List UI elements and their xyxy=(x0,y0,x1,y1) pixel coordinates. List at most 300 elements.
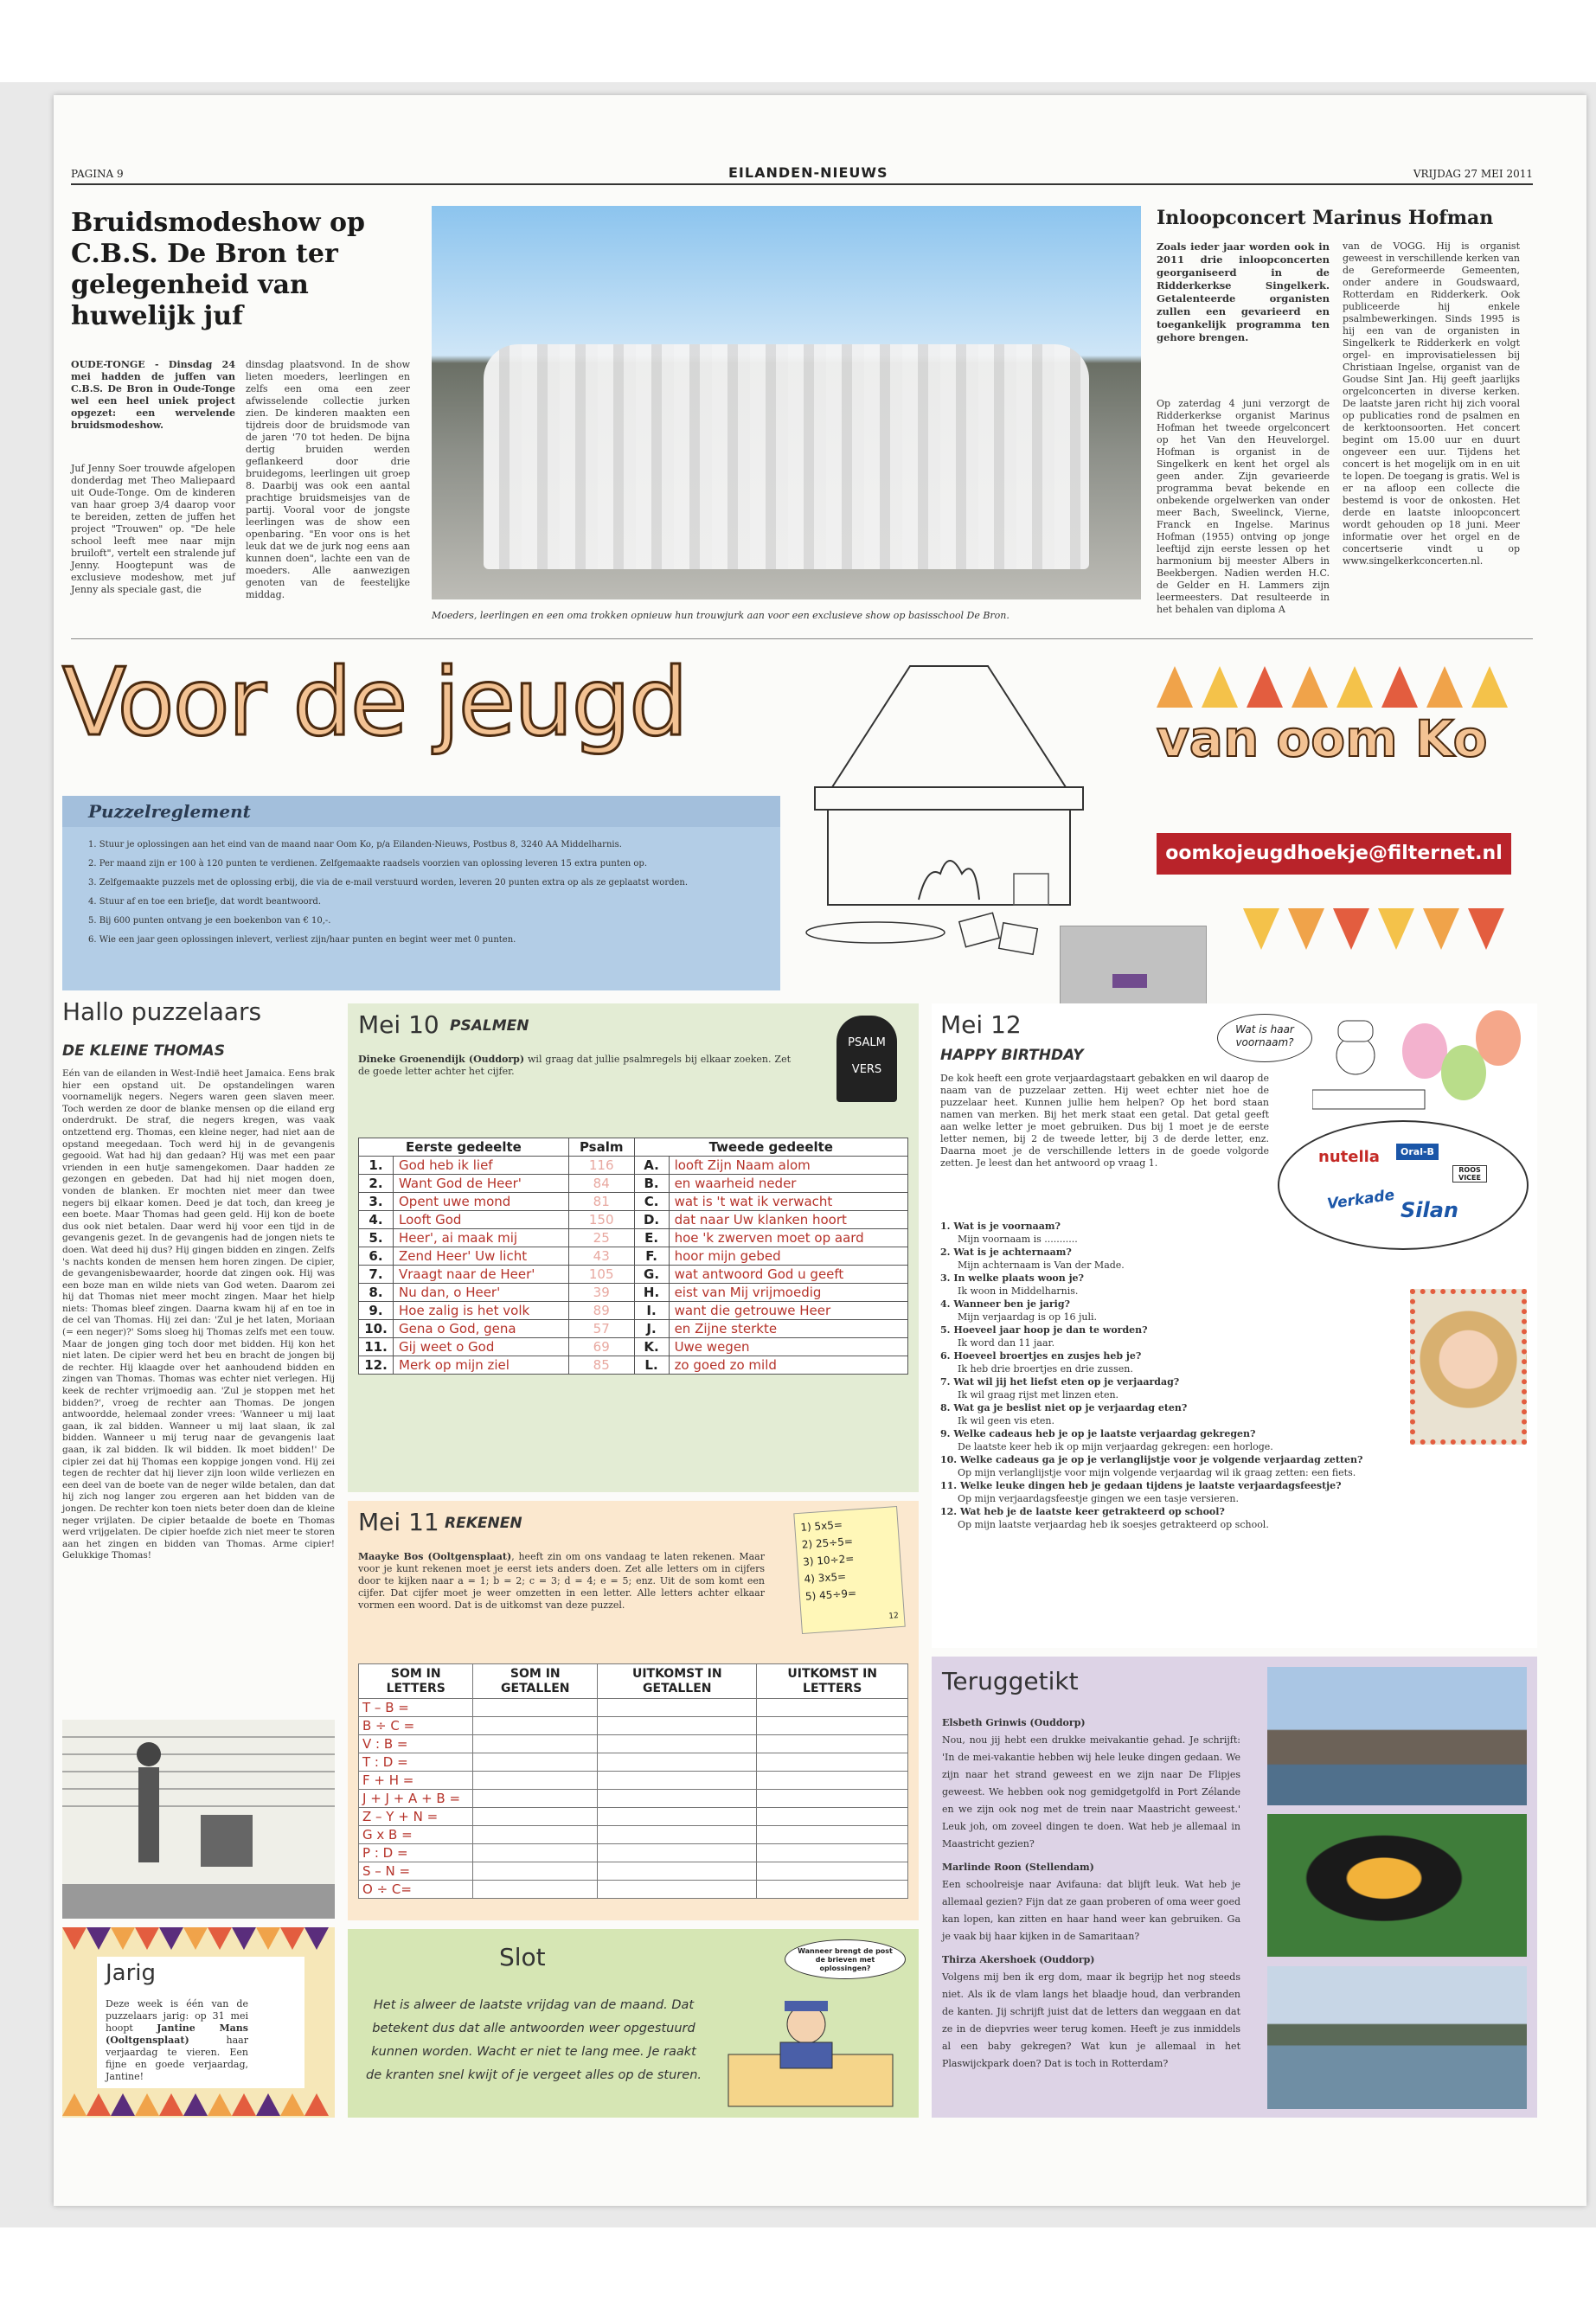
psalm-row-letter: B. xyxy=(634,1175,669,1193)
reken-answer-cell[interactable] xyxy=(757,1772,908,1790)
article-body-col1: Juf Jenny Soer trouwde afgelopen donderdag met Theo Maliepaard uit Oude-Tonge. Om de kinderen van haar groep 3/4 daarop voor te bereiden, zetten de juffen het project "Trouwen" op. "De hele school leeft mee naar mijn bruiloft", vertelt een stralende juf Jenny. Hoogtepunt was de exclusieve modeshow, met juf Jenny als speciale gast, die xyxy=(71,463,235,595)
jarig-bunting xyxy=(62,2093,335,2118)
concert-lead: Zoals ieder jaar worden ook in 2011 drie inloopconcerten georganiseerd in de Ridderkerkse Singelkerk. Getalenteerde organisten zullen een gevarieerd en toegankelijk programma ten gehore brengen. xyxy=(1157,240,1330,343)
scan-background xyxy=(0,82,1596,2227)
reken-rows xyxy=(359,1699,908,1899)
psalm-second-part: want die getrouwe Heer xyxy=(669,1302,907,1320)
jarig-title: Jarig xyxy=(106,1960,157,1986)
psalm-table xyxy=(358,1138,908,1375)
psalm-first-part: Looft God xyxy=(394,1211,569,1229)
psalm-second-part: zo goed zo mild xyxy=(669,1356,907,1375)
mei10-intro xyxy=(358,1054,791,1078)
bunting-flag xyxy=(1423,908,1459,950)
psalm-second-part: dat naar Uw klanken hoort xyxy=(669,1211,907,1229)
question-text: 3. In welke plaats woon je? xyxy=(940,1272,1085,1284)
reken-answer-cell[interactable] xyxy=(757,1717,908,1735)
psalm-row xyxy=(359,1229,908,1247)
rule-item: 4. Stuur af en toe een briefje, dat wordt beantwoord. xyxy=(88,897,321,907)
reken-answer-cell[interactable] xyxy=(757,1844,908,1862)
reken-answer-cell[interactable] xyxy=(757,1826,908,1844)
jarig-name: Jantine Mans (Ooltgensplaat) xyxy=(106,2022,248,2046)
jarig-flag xyxy=(87,2093,111,2116)
hallo-title: Hallo puzzelaars xyxy=(62,997,262,1026)
psalm-row-letter: A. xyxy=(634,1157,669,1175)
brand-nutella: nutella xyxy=(1318,1148,1380,1166)
answer-text: Op mijn laatste verjaardag heb ik soesjes getrakteerd op school. xyxy=(958,1519,1269,1530)
reken-row xyxy=(359,1808,908,1826)
question-text: 12. Wat heb je de laatste keer getrakteerd op school? xyxy=(940,1506,1225,1517)
bunting-flag xyxy=(1243,908,1279,950)
psalm-first-part: Zend Heer' Uw licht xyxy=(394,1247,569,1266)
bunting-flag xyxy=(1292,666,1328,708)
jarig-flag xyxy=(183,2093,208,2116)
psalm-number: 39 xyxy=(568,1284,634,1302)
bunting-flag xyxy=(1471,666,1508,708)
note-line: 1) 5x5= xyxy=(799,1518,843,1534)
answer-text: Ik wil graag rijst met linzen eten. xyxy=(958,1389,1119,1400)
reken-row xyxy=(359,1881,908,1899)
newspaper-name: EILANDEN-NIEUWS xyxy=(728,164,888,181)
psalm-first-part: Gena o God, gena xyxy=(394,1320,569,1338)
rule-item: 6. Wie een jaar geen oplossingen inlevert, verliest zijn/haar punten en begint weer met 0 punten. xyxy=(88,935,516,945)
reken-row xyxy=(359,1844,908,1862)
jarig-flag xyxy=(280,1927,304,1950)
article-lead: OUDE-TONGE - Dinsdag 24 mei hadden de juffen van C.B.S. De Bron in Oude-Tonge wel een heel uniek project opgezet: een wervelende bruidsmodeshow. xyxy=(71,359,235,431)
psalm-row-number: 2. xyxy=(359,1175,394,1193)
psalm-row-letter: D. xyxy=(634,1211,669,1229)
jarig-flag xyxy=(208,2093,232,2116)
letter-name: Elsbeth Grinwis (Ouddorp) xyxy=(942,1717,1086,1728)
psalm-row xyxy=(359,1175,908,1193)
bunting-flag xyxy=(1247,666,1283,708)
psalm-row-letter: E. xyxy=(634,1229,669,1247)
bunting-flag xyxy=(1468,908,1504,950)
psalm-row-number: 11. xyxy=(359,1338,394,1356)
slot-text: Het is alweer de laatste vrijdag van de maand. Dat betekent dus dat alle antwoorden weer opgestuurd kunnen worden. Wacht er niet te lang mee. Je raakt de kranten snel kwijt of je vergeet alles op de sturen. xyxy=(366,1998,702,2082)
psalm-second-part: en Zijne sterkte xyxy=(669,1320,907,1338)
psalm-first-part: Hoe zalig is het volk xyxy=(394,1302,569,1320)
psalm-number: 150 xyxy=(568,1211,634,1229)
reken-answer-cell[interactable] xyxy=(757,1790,908,1808)
reken-sum-letters: V : B = xyxy=(359,1735,473,1753)
question-text: 9. Welke cadeaus heb je op je laatste verjaardag gekregen? xyxy=(940,1428,1256,1439)
jarig-flag xyxy=(135,2093,159,2116)
reken-answer-cell[interactable] xyxy=(598,1717,757,1735)
psalm-second-part: wat is 't wat ik verwacht xyxy=(669,1193,907,1211)
jarig-flag xyxy=(87,1927,111,1950)
questions-container xyxy=(940,1220,1407,1531)
psalm-row-number: 12. xyxy=(359,1356,394,1375)
psalm-row-letter: L. xyxy=(634,1356,669,1375)
slot-panel xyxy=(348,1929,919,2118)
psalm-row-number: 1. xyxy=(359,1157,394,1175)
psalm-row xyxy=(359,1211,908,1229)
reken-sum-letters: F + H = xyxy=(359,1772,473,1790)
psalm-row-number: 8. xyxy=(359,1284,394,1302)
reken-answer-cell[interactable] xyxy=(757,1881,908,1899)
birthday-portrait xyxy=(1410,1289,1527,1445)
reken-row xyxy=(359,1753,908,1772)
email-banner[interactable]: oomkojeugdhoekje@filternet.nl xyxy=(1157,833,1511,875)
reken-answer-cell[interactable] xyxy=(598,1808,757,1826)
question-text: 5. Hoeveel jaar hoop je dan te worden? xyxy=(940,1324,1148,1336)
col-psalm: Psalm xyxy=(568,1138,634,1157)
psalm-second-part: hoor mijn gebed xyxy=(669,1247,907,1266)
psalm-first-part: Gij weet o God xyxy=(394,1338,569,1356)
mei11-intro-name: Maayke Bos (Ooltgensplaat) xyxy=(358,1551,512,1562)
jarig-bunting xyxy=(62,1927,335,1952)
col-som-letters: SOM IN LETTERS xyxy=(359,1664,473,1699)
question-text: 2. Wat is je achternaam? xyxy=(940,1247,1072,1258)
answer-text: Op mijn verlanglijstje voor mijn volgende verjaardag wil ik graag zetten: een fiets. xyxy=(958,1467,1356,1478)
jarig-flag xyxy=(232,1927,256,1950)
reken-sum-letters: T : D = xyxy=(359,1753,473,1772)
col-first: Eerste gedeelte xyxy=(359,1138,569,1157)
reken-answer-cell[interactable] xyxy=(598,1862,757,1881)
reken-answer-cell[interactable] xyxy=(473,1808,598,1826)
letter-text: Een schoolreisje naar Avifauna: dat blijft leuk. Wat heb je allemaal gezien? Fijn dat ze gaan proberen of oma weer goed kan lopen, kan zitten en haar hand weer kan gebruiken. Ga je vaak bij haar kijken in de Samaritaan? xyxy=(942,1879,1240,1942)
reken-answer-cell[interactable] xyxy=(598,1881,757,1899)
psalm-number: 89 xyxy=(568,1302,634,1320)
answer-text: Op mijn verjaardagsfeestje gingen we een tasje versieren. xyxy=(958,1493,1239,1504)
jarig-flag xyxy=(304,2093,329,2116)
jarig-flag xyxy=(62,2093,87,2116)
psalm-row xyxy=(359,1338,908,1356)
toucan-photo xyxy=(1267,1814,1527,1957)
answer-text: Ik woon in Middelharnis. xyxy=(958,1285,1079,1297)
psalm-row xyxy=(359,1356,908,1375)
answer-text: De laatste keer heb ik op mijn verjaardag gekregen: een horloge. xyxy=(958,1441,1273,1452)
psalm-second-part: hoe 'k zwerven moet op aard xyxy=(669,1229,907,1247)
plaswijck-photo xyxy=(1267,1966,1527,2109)
psalm-number: 57 xyxy=(568,1320,634,1338)
reken-row xyxy=(359,1735,908,1753)
rule-item: 1. Stuur je oplossingen aan het eind van de maand naar Oom Ko, p/a Eilanden-Nieuws, Postbus 8, 3240 AA Middelharnis. xyxy=(88,840,622,849)
question-text: 11. Welke leuke dingen heb je gedaan tijdens je laatste verjaardagsfeestje? xyxy=(940,1480,1342,1491)
psalm-first-part: Nu dan, o Heer' xyxy=(394,1284,569,1302)
psalm-header-row xyxy=(359,1138,908,1157)
brand-oralb: Oral-B xyxy=(1396,1144,1439,1160)
jarig-flag xyxy=(135,1927,159,1950)
bunting-flag xyxy=(1157,666,1193,708)
bunting-bottom xyxy=(1243,908,1529,952)
mei11-subtitle: REKENEN xyxy=(445,1515,522,1532)
psalm-row-number: 9. xyxy=(359,1302,394,1320)
letter-name: Thirza Akershoek (Ouddorp) xyxy=(942,1954,1095,1965)
rule-item: 3. Zelfgemaakte puzzels met de oplossing erbij, die via de e-mail verstuurd worden, leveren 20 punten extra op als ze geplaatst worden. xyxy=(88,878,689,888)
psalm-number: 69 xyxy=(568,1338,634,1356)
bunting-flag xyxy=(1202,666,1238,708)
answer-text: Ik heb drie broertjes en drie zussen. xyxy=(958,1363,1133,1375)
reken-answer-cell[interactable] xyxy=(473,1862,598,1881)
fireplace-illustration xyxy=(780,657,1144,969)
jarig-flag xyxy=(232,2093,256,2116)
reken-row xyxy=(359,1717,908,1735)
bridal-show-photo xyxy=(432,206,1141,599)
reken-sum-letters: T – B = xyxy=(359,1699,473,1717)
psalm-row-number: 10. xyxy=(359,1320,394,1338)
psalm-first-part: Want God de Heer' xyxy=(394,1175,569,1193)
reken-answer-cell[interactable] xyxy=(598,1844,757,1862)
mei12-intro: De kok heeft een grote verjaardagstaart gebakken en wil daarop de naam van de puzzelaar zetten. Hij weet echter niet hoe de puzzelaar heet. Kunnen jullie hem helpen? Op het bord staan namen van merken. Bij het merk staat een getal. Dat getal geeft aan welke letter je moet gebruiken. Dus bij 1 moet je de eerste letter nemen, bij 2 de tweede letter, bij 3 de derde letter, enz. Daarna moet je de verschillende letters in de goede volgorde zetten. Je leest dan het antwoord op vraag 1. xyxy=(940,1073,1269,1169)
col-uitkomst-letters: UITKOMST IN LETTERS xyxy=(757,1664,908,1699)
mei11-intro-text: , heeft zin om ons vandaag te laten rekenen. Maar voor je kunt rekenen moet je eerst iets anders doen. Zet alle letters om in cijfers door te kijken naar a = 1; b = 2; c = 3; d = 4; e = 5; enz. Uit de som komt een cijfer. Dat cijfer moet je weer omzetten in een letter. Alle letters achter elkaar vormen een woord. Dat is de uitkomst van deze puzzel. xyxy=(358,1551,765,1611)
rules-box xyxy=(62,796,780,990)
reken-answer-cell[interactable] xyxy=(473,1699,598,1717)
concert-title: Inloopconcert Marinus Hofman xyxy=(1157,207,1494,229)
jarig-card xyxy=(97,1957,304,2088)
bunting-flag xyxy=(1381,666,1418,708)
mei12-title: Mei 12 xyxy=(940,1010,1022,1039)
rule-item: 5. Bij 600 punten ontvang je een boekenbon van € 10,-. xyxy=(88,916,331,926)
psalm-row-number: 3. xyxy=(359,1193,394,1211)
terug-letters xyxy=(942,1717,1240,2073)
story-engraving xyxy=(62,1720,335,1919)
psalm-number: 25 xyxy=(568,1229,634,1247)
reken-table xyxy=(358,1663,908,1899)
jarig-flag xyxy=(304,1927,329,1950)
brand-roosvicee: ROOS VICEE xyxy=(1452,1165,1487,1183)
maastricht-photo xyxy=(1267,1667,1527,1805)
psalm-row-number: 5. xyxy=(359,1229,394,1247)
psalm-row-letter: C. xyxy=(634,1193,669,1211)
reken-answer-cell[interactable] xyxy=(598,1735,757,1753)
col-second: Tweede gedeelte xyxy=(634,1138,907,1157)
page-header xyxy=(71,164,1533,185)
question-text: 7. Wat wil jij het liefst eten op je verjaardag? xyxy=(940,1376,1180,1388)
questions-list xyxy=(940,1220,1407,1531)
reken-sum-letters: P : D = xyxy=(359,1844,473,1862)
psalm-second-part: looft Zijn Naam alom xyxy=(669,1157,907,1175)
reken-answer-cell[interactable] xyxy=(473,1772,598,1790)
reken-answer-cell[interactable] xyxy=(757,1699,908,1717)
youth-title: Voor de jeugd xyxy=(62,649,687,757)
bunting-top xyxy=(1157,666,1529,709)
reken-sum-letters: J + J + A + B = xyxy=(359,1790,473,1808)
psalm-row xyxy=(359,1302,908,1320)
mei10-intro-text: wil graag dat jullie psalmregels bij elkaar zoeken. Zet de goede letter achter het cijfer. xyxy=(358,1054,791,1077)
note-line: 2) 25÷5= xyxy=(801,1535,854,1551)
answer-text: Ik word dan 11 jaar. xyxy=(958,1337,1055,1349)
psalm-second-part: Uwe wegen xyxy=(669,1338,907,1356)
reken-answer-cell[interactable] xyxy=(473,1753,598,1772)
psalm-row-number: 4. xyxy=(359,1211,394,1229)
psalm-row-number: 7. xyxy=(359,1266,394,1284)
concert-body-col1: Op zaterdag 4 juni verzorgt de Ridderkerkse organist Marinus Hofman het tweede orgelconcert op het Van den Heuvelorgel. Hofman is organist in de Singelkerk en kent het orgel als geen ander. Zijn gevarieerde programma bevat bekende en onbekende orgelwerken van onder meer Bach, Sweelinck, Vierne, Franck en Ingelse. Marinus Hofman (1955) ontving op jonge leeftijd zijn eerste lessen op het harmonium bij meester Albers in Beekbergen. Nadien werden H.C. de Gelder en H. Lammers zijn leermeesters. Dat resulteerde in het behalen van diploma A xyxy=(1157,398,1330,615)
psalm-row-letter: H. xyxy=(634,1284,669,1302)
question-text: 1. Wat is je voornaam? xyxy=(940,1221,1061,1232)
jarig-flag xyxy=(159,2093,183,2116)
note-line: 5) 45÷9= xyxy=(804,1586,857,1603)
article-title: Bruidsmodeshow op C.B.S. De Bron ter gelegenheid van huwelijk juf xyxy=(71,208,366,331)
note-line: 4) 3x5= xyxy=(804,1570,847,1586)
note-line: 3) 10÷2= xyxy=(802,1552,855,1568)
mei10-panel xyxy=(348,1003,919,1492)
reken-answer-cell[interactable] xyxy=(598,1699,757,1717)
reken-answer-cell[interactable] xyxy=(473,1826,598,1844)
bunting-flag xyxy=(1288,908,1324,950)
reken-sum-letters: S – N = xyxy=(359,1862,473,1881)
psalm-row-letter: F. xyxy=(634,1247,669,1266)
psalm-row-letter: G. xyxy=(634,1266,669,1284)
psalm-rows xyxy=(359,1157,908,1375)
slot-title: Slot xyxy=(499,1943,546,1971)
psalm-row xyxy=(359,1284,908,1302)
youth-subtitle: van oom Ko xyxy=(1157,709,1488,768)
psalm-second-part: eist van Mij vrijmoedig xyxy=(669,1284,907,1302)
psalm-second-part: en waarheid neder xyxy=(669,1175,907,1193)
psalm-row xyxy=(359,1193,908,1211)
col-som-getallen: SOM IN GETALLEN xyxy=(473,1664,598,1699)
answer-text: Mijn voornaam is ........... xyxy=(958,1234,1078,1245)
question-text: 8. Wat ga je beslist niet op je verjaardag eten? xyxy=(940,1402,1188,1413)
psalm-first-part: Heer', ai maak mij xyxy=(394,1229,569,1247)
psalm-first-part: Vraagt naar de Heer' xyxy=(394,1266,569,1284)
bunting-flag xyxy=(1336,666,1373,708)
reken-answer-cell[interactable] xyxy=(757,1753,908,1772)
psalm-number: 81 xyxy=(568,1193,634,1211)
chef-balloons-illustration xyxy=(1312,1003,1537,1116)
jarig-flag xyxy=(111,2093,135,2116)
slot-bubble: Wanneer brengt de post de brieven met oplossingen? xyxy=(785,1939,906,1979)
psalm-first-part: Opent uwe mond xyxy=(394,1193,569,1211)
story-text: Eén van de eilanden in West-Indië heet Jamaica. Eens brak hier een opstand uit. De opstandelingen waren voornamelijk negers. Negers waren geen slaven meer. Toch werden ze door de blanke mensen op die eiland erg onderdrukt. De straf, die negers kregen, was vaak ontzettend erg. Thomas, een kleine neger, had niet aan de opstand meegedaan. Toch werd hij in de gevangenis gegooid. Wat had hij dan gedaan? Hij was met een paar vrienden in een hutje samengekomen. Daar hadden ze gezongen en gebeden. Dat had hij niet mogen doen, vonden de blanken. Er mochten niet meer dan twee negers bij elkaar komen. Deed je dat toch, dan kreeg je een boete. Maar Thomas had geen geld. Hij kon de boete dus ook niet betalen. Daar werd hij voor een tijd in de gevangenis gezet. In de gevangenis had de jongen niets te doen. Wat deed hij dus? Hij gingen bidden en zingen. Zelfs 's nachts konden de mensen hem horen zingen. De cipier, de gevangenisbewaarder, hoorde dat zingen ook. Hij was een boze man en wilde niets van God weten. Daarom zei hij dat Thomas niet meer mocht zingen. Maar het hielp niets: Thomas bleef zingen. Daarna kwam hij af en toe in de cel van Thomas. Hij zei dan: 'Zul je het laten, Moriaan (= een neger)?' Soms sloeg hij Thomas zelfs met een touw. Maar de jongen ging toch door met bidden. Hij kon het niet laten. De cipier werd het beu en bracht de jongen bij de rechter. Hij klaagde over het aanhoudend bidden en zingen van Thomas. Thomas was echter niet verlegen. Hij keek de rechter vrijmoedig aan. 'Zul je stoppen met het bidden?', vroeg de rechter aan Thomas. De jongen antwoordde, helemaal zonder vrees: 'Wanneer u mij laat gaan, ik zal bidden. Wanneer u mij laat slaan, ik zal bidden. Wanneer u mij terug naar de gevangenis laat gaan, ik zal bidden. Ik wil bidden. Ik moet bidden!' De cipier zei dat hij Thomas een koppige jongen vond. Hij zei tegen de rechter dat hij liever zijn loon wilde verliezen en een deel van de boete van de neger wilde betalen, dan dat hij zich nog langer zou ergeren aan het bidden van de jongen. De rechter kon toen niets beter doen dan de kleine neger vrijlaten. De cipier betaalde de boete en Thomas werd vrijgelaten. De cipier hoefde zich niet meer te storen aan het zingen en bidden van Thomas. Arme cipier! Gelukkige Thomas! xyxy=(62,1068,335,1561)
reken-answer-cell[interactable] xyxy=(598,1790,757,1808)
brand-silan: Silan xyxy=(1401,1198,1459,1222)
answer-text: Ik wil geen vis eten. xyxy=(958,1415,1054,1426)
answer-text: Mijn achternaam is Van der Made. xyxy=(958,1259,1125,1271)
jarig-flag xyxy=(256,2093,280,2116)
question-text: 4. Wanneer ben je jarig? xyxy=(940,1298,1070,1310)
jarig-flag xyxy=(208,1927,232,1950)
mei12-panel xyxy=(932,1003,1537,1648)
section-divider xyxy=(71,638,1533,639)
reken-sum-letters: Z – Y + N = xyxy=(359,1808,473,1826)
vers-sign-label: VERS xyxy=(851,1063,882,1076)
psalm-number: 84 xyxy=(568,1175,634,1193)
purple-tag xyxy=(1112,974,1147,988)
letter-text: Nou, nou jij hebt een drukke meivakantie gehad. Je schrijft: 'In de mei-vakantie hebben wij hele leuke dingen gedaan. We zijn naar het strand geweest en we zijn naar De Flipjes geweest. We hebben ook nog gemidgetgolfd in Port Zélande en we zijn ook nog met de trein naar Maastricht geweest.' Leuk joh, om zoveel dingen te doen. Wat heb je allemaal in Maastricht gezien? xyxy=(942,1734,1240,1849)
psalm-row xyxy=(359,1320,908,1338)
postman-illustration xyxy=(711,1985,910,2115)
reken-row xyxy=(359,1826,908,1844)
reken-row xyxy=(359,1790,908,1808)
psalm-row xyxy=(359,1157,908,1175)
mei11-title: Mei 11 xyxy=(358,1508,439,1536)
question-text: 10. Welke cadeaus ga je op je verlanglijstje voor je volgende verjaardag zetten? xyxy=(940,1454,1363,1465)
answer-text: Mijn verjaardag is op 16 juli. xyxy=(958,1311,1098,1323)
jarig-flag xyxy=(183,1927,208,1950)
jarig-flag xyxy=(159,1927,183,1950)
psalm-second-part: wat antwoord God u geeft xyxy=(669,1266,907,1284)
reken-header-row xyxy=(359,1664,908,1699)
reken-answer-cell[interactable] xyxy=(598,1826,757,1844)
reken-answer-cell[interactable] xyxy=(473,1881,598,1899)
hallo-subtitle: DE KLEINE THOMAS xyxy=(62,1042,225,1060)
psalm-sign-icon xyxy=(836,1016,897,1102)
bunting-flag xyxy=(1333,908,1369,950)
reken-sum-letters: O ÷ C= xyxy=(359,1881,473,1899)
bunting-flag xyxy=(1378,908,1414,950)
psalm-first-part: God heb ik lief xyxy=(394,1157,569,1175)
psalm-row-letter: I. xyxy=(634,1302,669,1320)
mei11-panel xyxy=(348,1501,919,1920)
psalm-row-letter: J. xyxy=(634,1320,669,1338)
reken-answer-cell[interactable] xyxy=(757,1808,908,1826)
reken-sum-letters: B ÷ C = xyxy=(359,1717,473,1735)
note-page: 12 xyxy=(888,1612,900,1621)
bunting-flag xyxy=(1426,666,1463,708)
reken-row xyxy=(359,1699,908,1717)
psalm-number: 43 xyxy=(568,1247,634,1266)
psalm-row-letter: K. xyxy=(634,1338,669,1356)
letter-name: Marlinde Roon (Stellendam) xyxy=(942,1862,1094,1873)
concert-body-col2: van de VOGG. Hij is organist geweest in verschillende kerken van de Gereformeerde Gemeenten, onder andere in Goudswaard, Rotterdam en Ridderkerk. Ook publiceerde hij enkele psalmbewerkingen. Sinds 1995 is hij een van de organisten in Singelkerk te Ridderkerk en volgt orgel- en improvisatielessen bij Christiaan Ingelse, organist van de Goudse Sint Jan. Hij geeft jaarlijks orgelconcerten in diverse kerken. De laatste jaren richt hij zich vooral op publicaties rond de psalmen en de kerktoonsoorten. Het concert begint om 15.00 uur en duurt ongeveer een uur. Tijdens het concert is het mogelijk om in en uit te lopen. De toegang is gratis. Wel is er na afloop een collecte die bestemd is voor de onkosten. Het derde en laatste inloopconcert wordt gehouden op 18 juni. Meer informatie over het orgel en de concertserie vindt u op www.singelkerkconcerten.nl. xyxy=(1343,240,1520,567)
article-body-col2: dinsdag plaatsvond. In de show lieten moeders, leerlingen en zelfs een oma een zeer afwisselende collectie jurken zien. De kinderen maakten een tijdreis door de bruidsmode van de jaren '70 tot heden. De bijna dertig bruiden werden geflankeerd door drie bruidegoms, leerlingen uit groep 8. Daarbij was ook een aantal prachtige bruidsmeisjes van de partij. Vooral voor de jongste leerlingen was de show een openbaring. "En voor ons is het leuk dat we de jurk nog eens aan kunnen doen", lachte een van de moeders. Alle aanwezigen genoten van de feestelijke middag. xyxy=(246,359,410,600)
page-number: PAGINA 9 xyxy=(71,168,124,180)
mei12-subtitle: HAPPY BIRTHDAY xyxy=(940,1047,1084,1064)
reken-answer-cell[interactable] xyxy=(598,1772,757,1790)
psalm-row xyxy=(359,1247,908,1266)
rules-list xyxy=(62,827,780,950)
reken-sum-letters: G x B = xyxy=(359,1826,473,1844)
photo-crowd xyxy=(484,344,1089,569)
reken-row xyxy=(359,1862,908,1881)
jarig-text xyxy=(106,1998,248,2083)
jarig-flag xyxy=(256,1927,280,1950)
psalm-first-part: Merk op mijn ziel xyxy=(394,1356,569,1375)
reken-answer-cell[interactable] xyxy=(473,1735,598,1753)
jarig-text-b: haar verjaardag te vieren. Een fijne en goede verjaardag, Jantine! xyxy=(106,2035,248,2082)
reken-row xyxy=(359,1772,908,1790)
jarig-flag xyxy=(111,1927,135,1950)
letter-text: Volgens mij ben ik erg dom, maar ik begrijp het nog steeds niet. Als ik de vlam langs het blaadje houd, dan verbranden de kanten. Jij schrijft juist dat de letters dan weggaan en dat ze in de diepvries weer terug komen. Heeft je zus inmiddels al een baby gekregen? Wat kun je allemaal in het Plaswijckpark doen? Dat is toch in Rotterdam? xyxy=(942,1971,1240,2069)
reken-answer-cell[interactable] xyxy=(473,1717,598,1735)
photo-caption: Moeders, leerlingen en een oma trokken opnieuw hun trouwjurk aan voor een exclusieve show op basisschool De Bron. xyxy=(432,610,1010,621)
terug-panel xyxy=(932,1657,1537,2118)
reken-answer-cell[interactable] xyxy=(598,1753,757,1772)
question-text: 6. Hoeveel broertjes en zusjes heb je? xyxy=(940,1350,1142,1362)
psalm-number: 116 xyxy=(568,1157,634,1175)
mei10-intro-name: Dineke Groenendijk (Ouddorp) xyxy=(358,1054,525,1065)
mei10-title: Mei 10 xyxy=(358,1010,439,1039)
issue-date: VRIJDAG 27 MEI 2011 xyxy=(1413,168,1533,180)
jarig-flag xyxy=(280,2093,304,2116)
reken-answer-cell[interactable] xyxy=(473,1790,598,1808)
mei12-bubble: Wat is haar voornaam? xyxy=(1217,1014,1312,1062)
jarig-box xyxy=(62,1927,335,2118)
jarig-flag xyxy=(62,1927,87,1950)
psalm-number: 85 xyxy=(568,1356,634,1375)
psalm-number: 105 xyxy=(568,1266,634,1284)
brand-verkade: Verkade xyxy=(1325,1186,1396,1214)
reken-answer-cell[interactable] xyxy=(757,1862,908,1881)
rules-title: Puzzelreglement xyxy=(62,796,780,827)
mei11-intro xyxy=(358,1551,765,1612)
jarig-text-a: Deze week is één van de puzzelaars jarig: op 31 mei hoopt xyxy=(106,1998,248,2034)
psalm-row-number: 6. xyxy=(359,1247,394,1266)
sum-note xyxy=(793,1506,905,1634)
reken-answer-cell[interactable] xyxy=(473,1844,598,1862)
psalm-sign-label: PSALM xyxy=(848,1036,886,1049)
psalm-row xyxy=(359,1266,908,1284)
reken-answer-cell[interactable] xyxy=(757,1735,908,1753)
terug-title: Teruggetikt xyxy=(942,1667,1079,1695)
rule-item: 2. Per maand zijn er 100 à 120 punten te verdienen. Zelfgemaakte raadsels voorzien van oplossing leveren 15 extra punten op. xyxy=(88,859,648,868)
col-uitkomst-getallen: UITKOMST IN GETALLEN xyxy=(598,1664,757,1699)
mei10-subtitle: PSALMEN xyxy=(450,1017,529,1035)
newspaper-page xyxy=(54,95,1586,2206)
